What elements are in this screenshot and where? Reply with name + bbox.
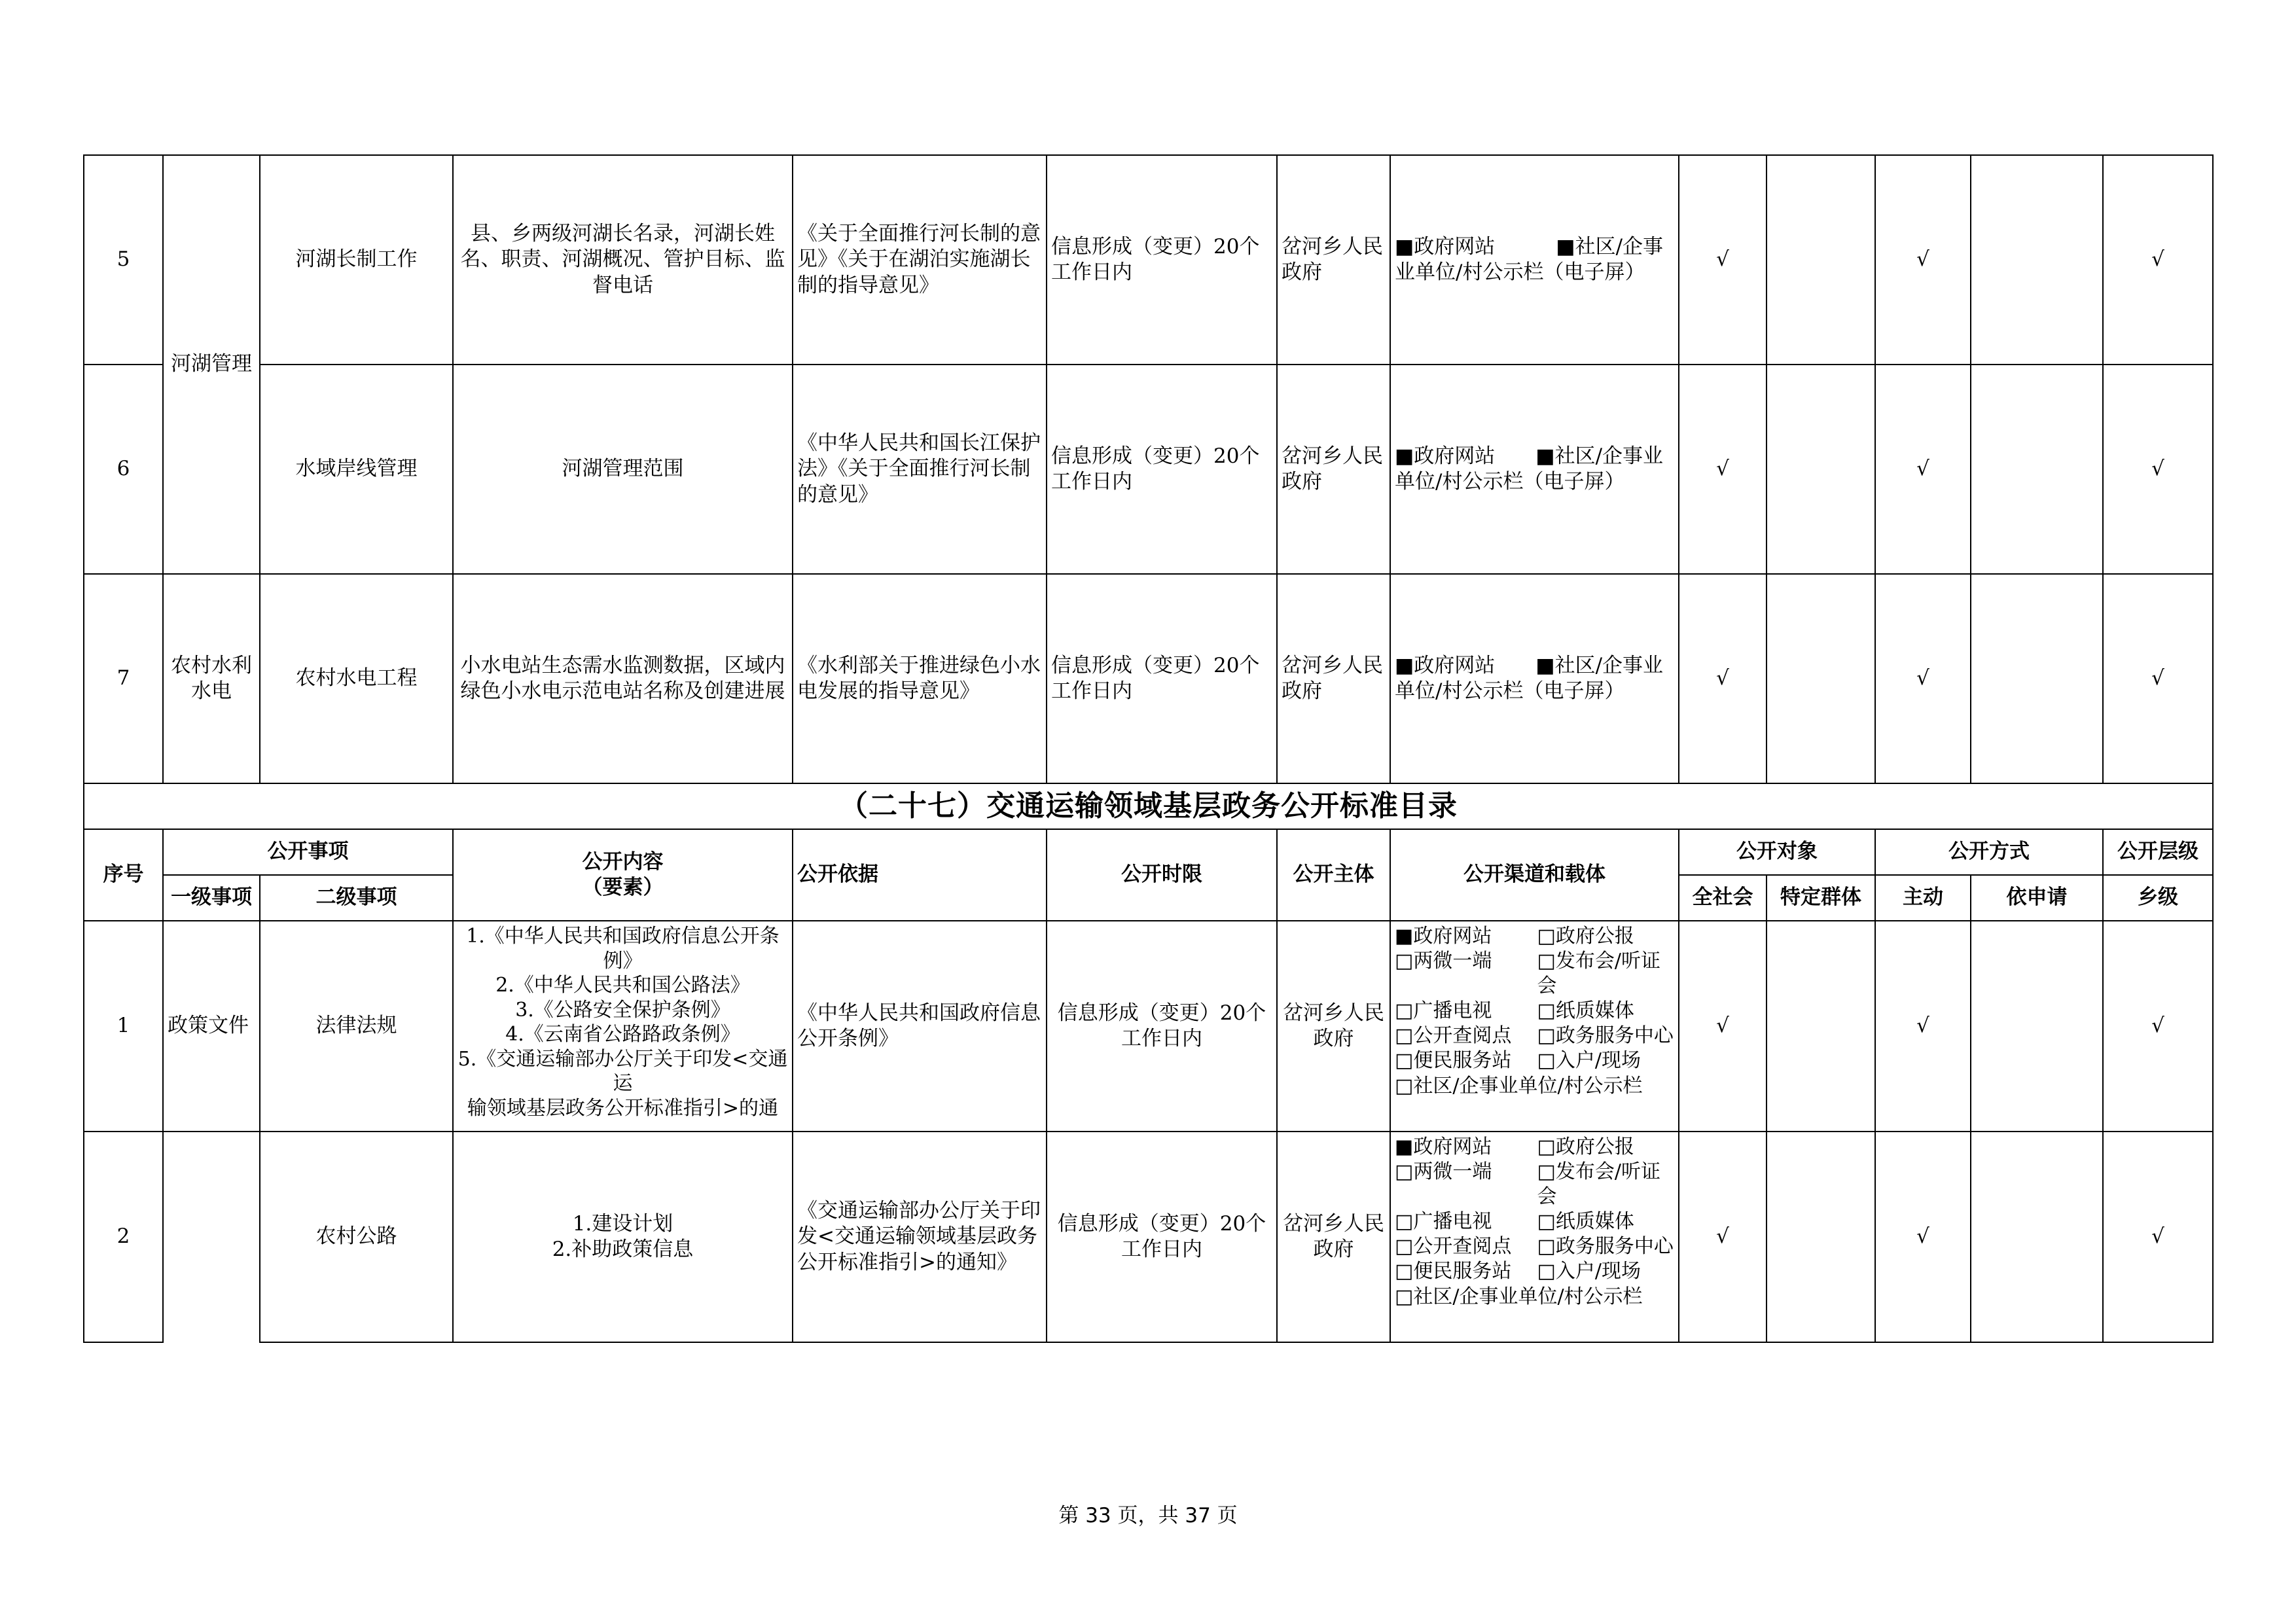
channel-option: □社区/企事业单位/村公示栏 — [1395, 1285, 1643, 1308]
by-request-check — [1971, 155, 2103, 365]
specific-group-check — [1767, 1132, 1875, 1342]
channel-option: □广播电视 — [1395, 1210, 1492, 1234]
header-level1: 一级事项 — [163, 875, 260, 921]
header-subject: 公开主体 — [1277, 829, 1390, 921]
disclosure-time-limit: 信息形成（变更）20个工作日内 — [1047, 155, 1277, 365]
section-title: （二十七）交通运输领域基层政务公开标准目录 — [84, 783, 2213, 829]
disclosure-time-limit: 信息形成（变更）20个工作日内 — [1047, 921, 1277, 1132]
disclosure-channel — [1390, 1132, 1679, 1342]
table-row — [84, 574, 2213, 783]
header-specific-group: 特定群体 — [1767, 875, 1875, 921]
header-time-limit: 公开时限 — [1047, 829, 1277, 921]
channel-option: □入户/现场 — [1537, 1260, 1641, 1283]
header-method: 公开方式 — [1875, 829, 2103, 875]
header-content-line1: 公开内容 — [582, 849, 664, 874]
header-active: 主动 — [1875, 875, 1971, 921]
header-level2: 二级事项 — [260, 875, 453, 921]
township-check: √ — [2103, 1132, 2213, 1342]
specific-group-check — [1767, 921, 1875, 1132]
header-content — [453, 829, 793, 921]
disclosure-channel: ■政府网站 ■社区/企事业单位/村公示栏（电子屏） — [1390, 365, 1679, 574]
township-check: √ — [2103, 921, 2213, 1132]
header-all-society: 全社会 — [1679, 875, 1767, 921]
content-line: 输领域基层政务公开标准指引>的通 — [467, 1096, 779, 1120]
disclosure-subject: 岔河乡人民政府 — [1277, 365, 1390, 574]
active-check: √ — [1875, 365, 1971, 574]
level1-matter: 农村水利水电 — [163, 574, 260, 783]
level1-matter: 河湖管理 — [163, 155, 260, 574]
table-row — [84, 1132, 2213, 1342]
disclosure-basis: 《中华人民共和国长江保护法》《关于全面推行河长制的意见》 — [793, 365, 1047, 574]
disclosure-basis: 《关于全面推行河长制的意见》《关于在湖泊实施湖长制的指导意见》 — [793, 155, 1047, 365]
channel-option: ■政府网站 — [1395, 1135, 1492, 1158]
disclosure-time-limit: 信息形成（变更）20个工作日内 — [1047, 1132, 1277, 1342]
table-row — [84, 155, 2213, 365]
header-by-request: 依申请 — [1971, 875, 2103, 921]
specific-group-check — [1767, 155, 1875, 365]
all-society-check: √ — [1679, 1132, 1767, 1342]
header-target: 公开对象 — [1679, 829, 1875, 875]
channel-option: □纸质媒体 — [1537, 999, 1634, 1023]
level2-matter: 农村公路 — [260, 1132, 453, 1342]
channel-option: □发布会/听证会 — [1537, 950, 1660, 998]
channel-option: □入户/现场 — [1537, 1049, 1641, 1073]
level1-matter — [163, 1132, 260, 1342]
by-request-check — [1971, 574, 2103, 783]
content-line: 5.《交通运输部办公厅关于印发<交通运 — [457, 1047, 788, 1095]
channel-option: □便民服务站 — [1395, 1049, 1512, 1073]
row-number: 6 — [84, 365, 163, 574]
disclosure-channel — [1390, 921, 1679, 1132]
header-matter: 公开事项 — [163, 829, 453, 875]
by-request-check — [1971, 365, 2103, 574]
row-number: 1 — [84, 921, 163, 1132]
all-society-check: √ — [1679, 155, 1767, 365]
disclosure-subject: 岔河乡人民政府 — [1277, 155, 1390, 365]
section-row — [84, 783, 2213, 829]
disclosure-time-limit: 信息形成（变更）20个工作日内 — [1047, 574, 1277, 783]
active-check: √ — [1875, 1132, 1971, 1342]
disclosure-time-limit: 信息形成（变更）20个工作日内 — [1047, 365, 1277, 574]
disclosure-content — [453, 921, 793, 1132]
content-line: 3.《公路安全保护条例》 — [515, 998, 730, 1022]
content-line: 1.建设计划 — [572, 1211, 673, 1236]
level2-matter: 农村水电工程 — [260, 574, 453, 783]
all-society-check: √ — [1679, 365, 1767, 574]
channel-option: □发布会/听证会 — [1537, 1160, 1660, 1209]
active-check: √ — [1875, 155, 1971, 365]
header-township: 乡级 — [2103, 875, 2213, 921]
channel-option: □政府公报 — [1537, 1135, 1634, 1158]
disclosure-content: 县、乡两级河湖长名录，河湖长姓名、职责、河湖概况、管护目标、监督电话 — [453, 155, 793, 365]
channel-option: □公开查阅点 — [1395, 1235, 1512, 1258]
disclosure-basis: 《中华人民共和国政府信息公开条例》 — [793, 921, 1047, 1132]
disclosure-channel: ■政府网站 ■社区/企事业单位/村公示栏（电子屏） — [1390, 574, 1679, 783]
disclosure-basis: 《水利部关于推进绿色小水电发展的指导意见》 — [793, 574, 1047, 783]
row-number: 5 — [84, 155, 163, 365]
channel-option: □社区/企事业单位/村公示栏 — [1395, 1074, 1643, 1097]
header-no: 序号 — [84, 829, 163, 921]
table-row — [84, 921, 2213, 1132]
channel-option: □两微一端 — [1395, 950, 1492, 973]
header-content-line2: （要素） — [582, 876, 664, 899]
header-channel: 公开渠道和载体 — [1390, 829, 1679, 921]
specific-group-check — [1767, 365, 1875, 574]
header-level: 公开层级 — [2103, 829, 2213, 875]
township-check: √ — [2103, 365, 2213, 574]
row-number: 7 — [84, 574, 163, 783]
content-line: 1.《中华人民共和国政府信息公开条例》 — [466, 925, 780, 972]
channel-option: ■政府网站 — [1395, 925, 1492, 948]
page-footer: 第 33 页，共 37 页 — [1058, 1504, 1238, 1527]
all-society-check: √ — [1679, 921, 1767, 1132]
disclosure-content: 河湖管理范围 — [453, 365, 793, 574]
active-check: √ — [1875, 921, 1971, 1132]
disclosure-subject: 岔河乡人民政府 — [1277, 1132, 1390, 1342]
by-request-check — [1971, 921, 2103, 1132]
channel-option: □公开查阅点 — [1395, 1024, 1512, 1048]
level2-matter: 水域岸线管理 — [260, 365, 453, 574]
standard-catalog-table — [83, 154, 2214, 1343]
level1-matter: 政策文件 — [163, 921, 260, 1132]
channel-option: □政务服务中心 — [1537, 1024, 1674, 1048]
disclosure-subject: 岔河乡人民政府 — [1277, 574, 1390, 783]
channel-option: □两微一端 — [1395, 1160, 1492, 1184]
channel-option: □政府公报 — [1537, 925, 1634, 948]
disclosure-basis: 《交通运输部办公厅关于印发<交通运输领域基层政务公开标准指引>的通知》 — [793, 1132, 1047, 1342]
level2-matter: 河湖长制工作 — [260, 155, 453, 365]
disclosure-content — [453, 1132, 793, 1342]
table-row — [84, 365, 2213, 574]
township-check: √ — [2103, 574, 2213, 783]
disclosure-subject: 岔河乡人民政府 — [1277, 921, 1390, 1132]
channel-option: □纸质媒体 — [1537, 1210, 1634, 1234]
disclosure-content: 小水电站生态需水监测数据，区域内绿色小水电示范电站名称及创建进展 — [453, 574, 793, 783]
by-request-check — [1971, 1132, 2103, 1342]
level2-matter: 法律法规 — [260, 921, 453, 1132]
all-society-check: √ — [1679, 574, 1767, 783]
channel-option: □广播电视 — [1395, 999, 1492, 1023]
header-row — [84, 829, 2213, 875]
content-line: 2.《中华人民共和国公路法》 — [495, 974, 750, 997]
header-basis: 公开依据 — [793, 829, 1047, 921]
row-number: 2 — [84, 1132, 163, 1342]
disclosure-channel: ■政府网站 ■社区/企事业单位/村公示栏（电子屏） — [1390, 155, 1679, 365]
channel-option: □政务服务中心 — [1537, 1235, 1674, 1258]
active-check: √ — [1875, 574, 1971, 783]
content-line: 2.补助政策信息 — [552, 1238, 694, 1261]
township-check: √ — [2103, 155, 2213, 365]
content-line: 4.《云南省公路路政条例》 — [505, 1023, 740, 1046]
specific-group-check — [1767, 574, 1875, 783]
channel-option: □便民服务站 — [1395, 1260, 1512, 1283]
